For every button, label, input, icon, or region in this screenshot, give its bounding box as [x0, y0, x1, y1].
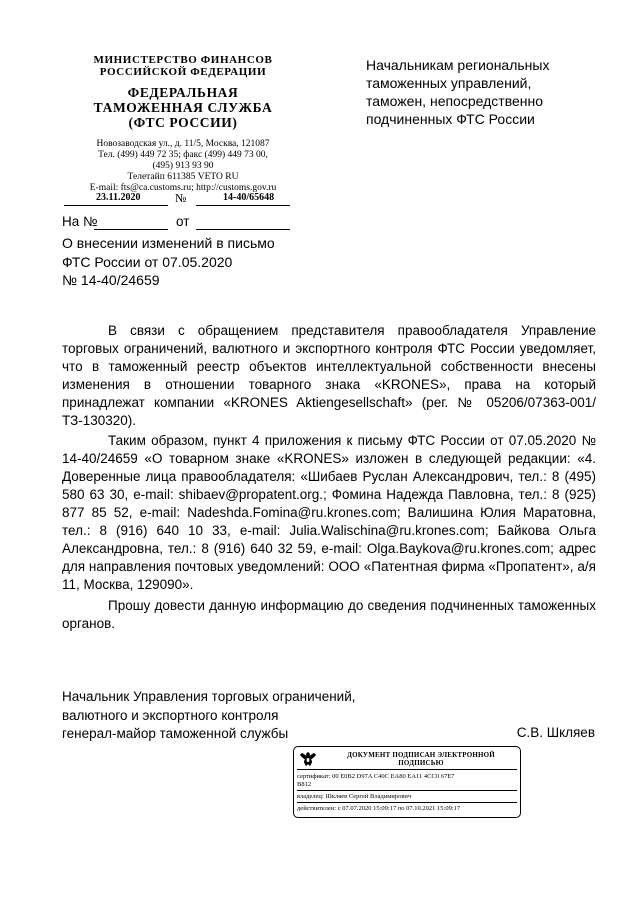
stamp-divider — [297, 802, 517, 803]
reference-on-label: На № — [62, 214, 98, 229]
reference-from-label: от — [176, 214, 190, 229]
stamp-validity: действителен: с 07.07.2020 15:09:17 по 07.10.2021 15:09:17 — [297, 805, 461, 812]
reference-number-underline — [94, 229, 168, 230]
stamp-owner: владелец: Шкляев Сергей Владимирович — [297, 793, 412, 800]
stamp-certificate-end: B812 — [297, 781, 312, 788]
registration-number-sign: № — [175, 191, 187, 205]
body-paragraph-1: В связи с обращением представителя правообладателя Управление торговых ограничений, валютного и экспортного контроля ФТС России уведомляет, что в таможенный реестр объектов интеллектуальной собственности внесены изменения в отношении товарного знака «KRONES», права на который принадлежат компании «KRONES Aktiengesellschaft» (рег. № 05206/07363-001/ТЗ-130320). — [62, 323, 596, 428]
agency-contacts: Новозаводская ул., д. 11/5, Москва, 121087 Тел. (499) 449 72 35; факс (499) 449 73 00, (495) 913 93 90 Телетайп 611385 VETO RU E-mail: fts@ca.customs.ru; http://customs.gov.ru — [89, 139, 277, 193]
signatory-position: Начальник Управления торговых ограничений, валютного и экспортного контроля генерал-майор таможенной службы — [62, 689, 356, 741]
stamp-certificate: сертификат: 00 E0B2 D97A C40C EA80 EA11 4CC0 67E7 — [297, 773, 455, 780]
e-signature-stamp — [293, 746, 521, 818]
ministry-name: МИНИСТЕРСТВО ФИНАНСОВ РОССИЙСКОЙ ФЕДЕРАЦИИ — [93, 54, 273, 78]
registration-number: 14-40/65648 — [223, 192, 275, 203]
letter-subject: О внесении изменений в письмо ФТС России от 07.05.2020 № 14-40/24659 — [62, 235, 275, 288]
number-underline — [196, 205, 290, 206]
stamp-divider — [297, 790, 517, 791]
body-paragraph-2: Таким образом, пункт 4 приложения к письму ФТС России от 07.05.2020 № 14-40/24659 «О товарном знаке «KRONES» изложен в следующей редакции: «4. Доверенные лица правообладателя: «Шибаев Руслан Александрович, тел.: 8 (495) 580 63 30, e-mail: shibaev@propatent.org.; Фомина Надежда Павловна, тел.: 8 (925) 877 85 52, e-mail: Nadeshda.Fomina@ru.krones.com; Валишина Юлия Маратовна, тел.: 8 (916) 640 10 33, e-mail: Julia.Walischina@ru.krones.com; Байкова Ольга Александровна, тел.: 8 (916) 640 32 59, e-mail: Olga.Baykova@ru.krones.com; адрес для направления почтовых уведомлений: ООО «Патентная фирма «Пропатент», а/я 11, Москва, 129090». — [62, 433, 596, 592]
body-paragraph-3: Прошу довести данную информацию до сведения подчиненных таможенных органов. — [62, 598, 596, 631]
registration-date: 23.11.2020 — [96, 192, 141, 203]
agency-name: ФЕДЕРАЛЬНАЯ ТАМОЖЕННАЯ СЛУЖБА (ФТС РОССИИ) — [93, 85, 273, 130]
emblem-eagle-icon — [298, 750, 318, 768]
date-underline — [64, 205, 168, 206]
signatory-name: С.В. Шкляев — [516, 725, 595, 740]
stamp-title: ДОКУМЕНТ ПОДПИСАН ЭЛЕКТРОННОЙ ПОДПИСЬЮ — [347, 751, 495, 767]
stamp-divider — [297, 769, 517, 770]
letter-body — [62, 322, 596, 633]
letterhead — [62, 54, 304, 194]
reference-date-underline — [196, 229, 290, 230]
addressee: Начальникам региональных таможенных управлений, таможен, непосредственно подчиненных ФТС России — [366, 57, 550, 127]
